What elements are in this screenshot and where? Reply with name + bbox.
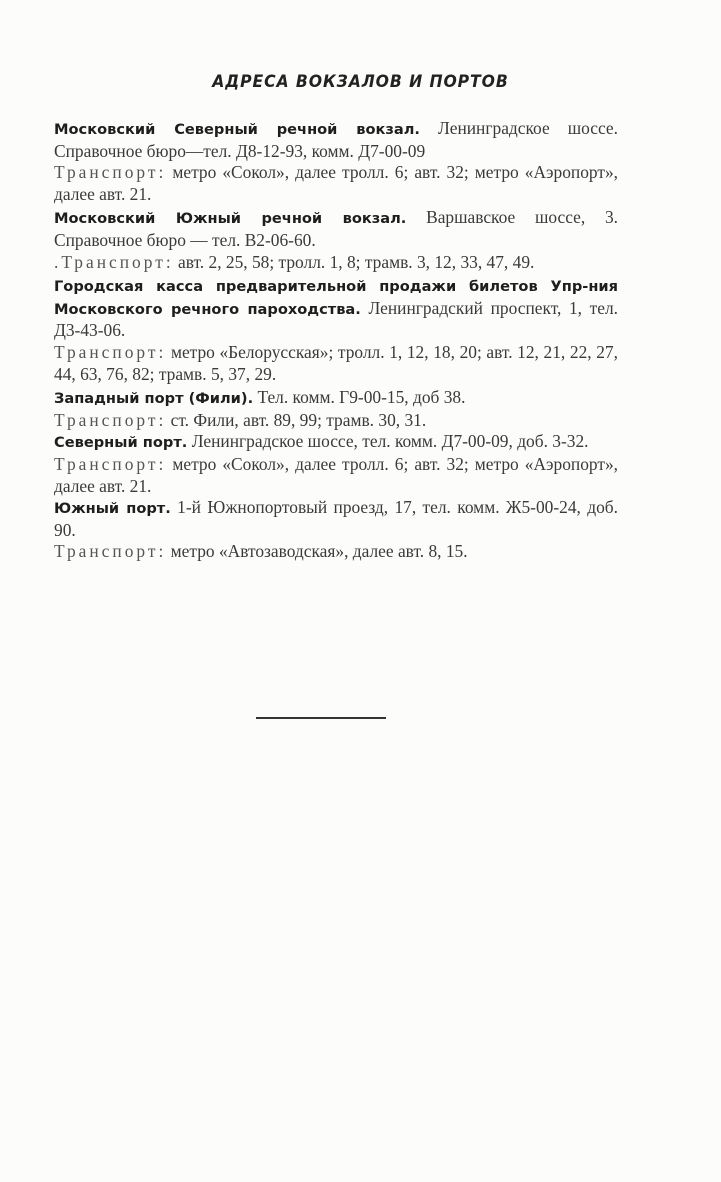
- entry-south-port: [54, 497, 618, 541]
- transport-details: метро «Сокол», далее тролл. 6; авт. 32; метро «Аэропорт», далее авт. 21.: [54, 162, 618, 204]
- entry-details: 1-й Южнопортовый проезд, 17, тел. комм. Ж5-00-24, доб. 90.: [54, 497, 618, 540]
- transport-label: Транспорт:: [54, 341, 167, 362]
- entry-transport: [54, 342, 618, 385]
- entry-transport: [54, 454, 618, 497]
- entry-west-port: [54, 387, 618, 410]
- entry-transport: [54, 162, 618, 205]
- entry-name: Городская касса предварительной продажи билетов Упр-ния Московского речного пароходства.: [54, 278, 618, 318]
- entry-details: Ленинградское шоссе, тел. комм. Д7-00-09, доб. 3-32.: [191, 431, 589, 452]
- entry-name: Московский Северный речной вокзал.: [54, 121, 420, 138]
- transport-details: метро «Автозаводская», далее авт. 8, 15.: [170, 541, 468, 562]
- transport-details: метро «Сокол», далее тролл. 6; авт. 32; метро «Аэропорт», далее авт. 21.: [54, 453, 618, 496]
- entry-transport: [54, 252, 618, 274]
- entry-name: Западный порт (Фили).: [54, 390, 254, 408]
- transport-details: метро «Белорусская»; тролл. 1, 12, 18, 20; авт. 12, 21, 22, 27, 44, 63, 76, 82; трамв. 5, 37, 29.: [54, 341, 618, 384]
- entry-details: Ленинградское шоссе. Справочное бюро—тел. Д8-12-93, комм. Д7-00-09: [54, 118, 618, 161]
- entry-transport: [54, 410, 618, 432]
- entry-city-ticket-office: [54, 275, 618, 342]
- page-title: АДРЕСА ВОКЗАЛОВ И ПОРТОВ: [212, 72, 509, 92]
- entry-south-river-station: [54, 207, 618, 251]
- entry-name: Южный порт.: [54, 500, 171, 518]
- entry-north-river-station: [54, 118, 618, 162]
- transport-details: ст. Фили, авт. 89, 99; трамв. 30, 31.: [170, 409, 427, 430]
- entry-name: Северный порт.: [54, 434, 188, 452]
- transport-label: Транспорт:: [54, 541, 167, 562]
- entry-details: Тел. комм. Г9-00-15, доб 38.: [257, 387, 466, 408]
- entry-name: Московский Южный речной вокзал.: [54, 210, 407, 228]
- entry-details: Ленинградский проспект, 1, тел. Д3-43-06.: [54, 297, 618, 341]
- transport-label: Транспорт:: [54, 409, 167, 430]
- entry-details: Варшавское шоссе, 3. Справочное бюро — тел. В2-06-60.: [54, 207, 618, 250]
- transport-label: Транспорт:: [54, 162, 167, 183]
- transport-label: .Транспорт:: [54, 251, 174, 272]
- section-divider: [256, 717, 386, 719]
- transport-label: Транспорт:: [54, 453, 167, 474]
- entry-north-port: [54, 431, 618, 454]
- entry-transport: [54, 541, 618, 563]
- transport-details: авт. 2, 25, 58; тролл. 1, 8; трамв. 3, 12, 33, 47, 49.: [178, 251, 535, 272]
- address-list: [54, 118, 618, 563]
